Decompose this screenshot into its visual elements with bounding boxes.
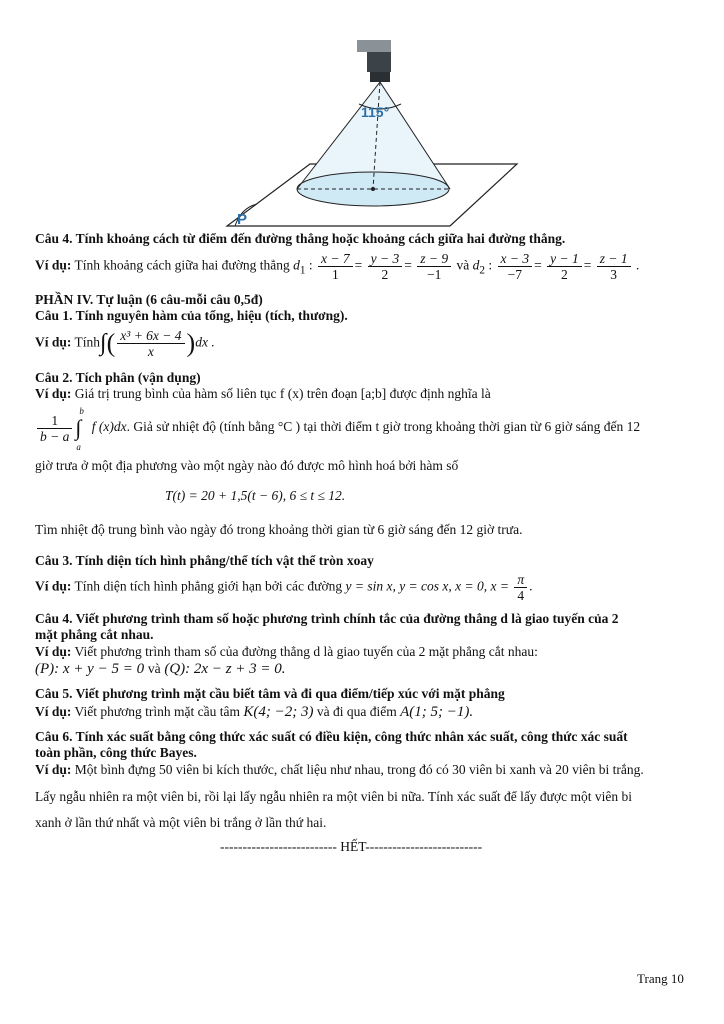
c1-fraction: $\frac{\text{x³ + 6x − 4}}{x}$ [117,328,184,359]
c2-line3: giờ trưa ở một địa phương vào một ngày nào đó được mô hình hoá bởi hàm số [35,458,459,473]
q4a-example: Ví dụ: Tính khoảng cách giữa hai đường thẳng $d_1$ : $\frac{x - 7}{1}$ = $\frac{y - 3}{2}$ = $\frac{z - 9}{-1}$ và $d_2$ : $\frac{x - 3}{-7}$ = $\frac{y - 1}{2}$ = $\frac{z - 1}{3}$ . [35,251,640,282]
example-label: Ví dụ: [35,704,72,719]
c2-text-2: . Giả sử nhiệt độ (tính bằng °C ) tại thời điểm t giờ trong khoảng thời gian từ 6 giờ sáng đến 12 [126,419,641,435]
part4-title: PHẦN IV. Tự luận (6 câu-mỗi câu 0,5đ) [35,292,263,307]
c2-title: Câu 2. Tích phân (vận dụng) [35,370,201,385]
page-number: Trang 10 [637,971,684,986]
and-word: và [147,661,161,676]
c2-formula: T(t) = 20 + 1,5(t − 6), 6 ≤ t ≤ 12. [165,488,346,503]
c6-text-1: Một bình đựng 50 viên bi kích thước, chất liệu như nhau, trong đó có 30 viên bi xanh và 20 viên bi trắng. [74,762,644,777]
lamp-lens [370,72,390,82]
example-label: Ví dụ: [35,644,72,659]
d2-frac-z: $\frac{z - 1}{3}$ [597,251,631,282]
example-label: Ví dụ: [35,762,72,777]
c4-title-2: mặt phẳng cắt nhau. [35,627,154,642]
c5-center: K(4; −2; 3) [243,704,314,720]
c3-text: Tính diện tích hình phẳng giới hạn bởi các đường [74,578,343,594]
d1-symbol: d [293,257,300,273]
plane-q-eq: (Q): 2x − z + 3 = 0. [164,661,286,677]
plane-p-eq: (P): x + y − 5 = 0 [35,661,145,677]
c5-title: Câu 5. Viết phương trình mặt cầu biết tâm và đi qua điểm/tiếp xúc với mặt phẳng [35,686,505,701]
d1-sub: 1 [299,264,306,277]
c1-title: Câu 1. Tính nguyên hàm của tổng, hiệu (tích, thương). [35,308,348,323]
c5-example [35,704,473,721]
c1-dx: dx . [195,334,215,350]
end-marker: -------------------------- HẾT-------------------------- [220,839,483,854]
c6-line1 [35,762,644,778]
angle-label: 115° [361,104,390,120]
plane-label: P [237,211,248,228]
c1-example: Ví dụ: Tính∫( $\frac{\text{x³ + 6x − 4}}{x}$ )dx . [35,328,215,359]
c2-line2 [35,406,641,452]
c5-mid: và đi qua điểm [316,704,397,719]
c4-title-1: Câu 4. Viết phương trình tham số hoặc phương trình chính tắc của đường thẳng d là giao tuyến của 2 [35,611,619,626]
c1-text: Tính [74,334,101,350]
c4-planes [35,661,286,678]
q4a-title: Câu 4. Tính khoảng cách từ điểm đến đường thẳng hoặc khoảng cách giữa hai đường thẳng. [35,231,566,246]
c3-example: Ví dụ: Tính diện tích hình phẳng giới hạn bởi các đường y = sin x, y = cos x, x = 0, x = $\frac{\pi}{4}$ . [35,572,533,603]
mean-fraction: $\frac{1}{b - a}$ [37,413,72,444]
c5-point: A(1; 5; −1). [400,704,474,720]
d2-sub: 2 [479,264,485,277]
and-word: và [456,257,470,273]
example-label: Ví dụ: [35,386,72,401]
d1-frac-z: $\frac{z - 9}{-1}$ [417,251,451,282]
lamp-mount [357,40,391,52]
pi-over-4: $\frac{\pi}{4}$ [514,572,527,603]
integrand: f (x)dx [91,419,127,435]
d2-frac-x: $\frac{x - 3}{-7}$ [498,251,533,282]
d2-symbol: d [472,257,480,273]
example-label: Ví dụ: [35,257,72,273]
c2-line1 [35,386,491,402]
c6-title-2: toàn phần, công thức Bayes. [35,745,197,760]
c5-text: Viết phương trình mặt cầu tâm [74,704,241,719]
q4a-text: Tính khoảng cách giữa hai đường thẳng [74,257,290,273]
definite-integral: b ∫ a [75,406,84,452]
d1-frac-x: $\frac{x - 7}{1}$ [318,251,353,282]
c6-line3: xanh ở lần thứ nhất và một viên bi trắng ở lần thứ hai. [35,815,327,830]
lamp-body [367,52,391,72]
c4-text: Viết phương trình tham số của đường thẳng d là giao tuyến của 2 mặt phẳng cắt nhau: [74,644,538,659]
d2-frac-y: $\frac{y - 1}{2}$ [547,251,582,282]
c6-line2: Lấy ngẫu nhiên ra một viên bi, rồi lại lấy ngẫu nhiên ra một viên bi nữa. Tính xác suất để lấy được một viên bi [35,789,632,804]
example-label: Ví dụ: [35,334,72,350]
c2-text: Giá trị trung bình của hàm số liên tục f (x) trên đoạn [a;b] được định nghĩa là [74,386,491,401]
c2-question: Tìm nhiệt độ trung bình vào ngày đó trong khoảng thời gian từ 6 giờ sáng đến 12 giờ trưa. [35,522,523,537]
c3-title: Câu 3. Tính diện tích hình phẳng/thể tích vật thể tròn xoay [35,553,374,568]
c3-equation: y = sin x, y = cos x, x = 0, x = [345,578,509,594]
c6-title-1: Câu 6. Tính xác suất bằng công thức xác suất có điều kiện, công thức nhân xác suất, công thức xác suất [35,729,628,744]
projector-cone-figure [225,38,525,228]
integral-sign: ∫ [100,330,107,356]
c4-example [35,644,538,660]
example-label: Ví dụ: [35,578,72,594]
d1-frac-y: $\frac{y - 3}{2}$ [368,251,403,282]
